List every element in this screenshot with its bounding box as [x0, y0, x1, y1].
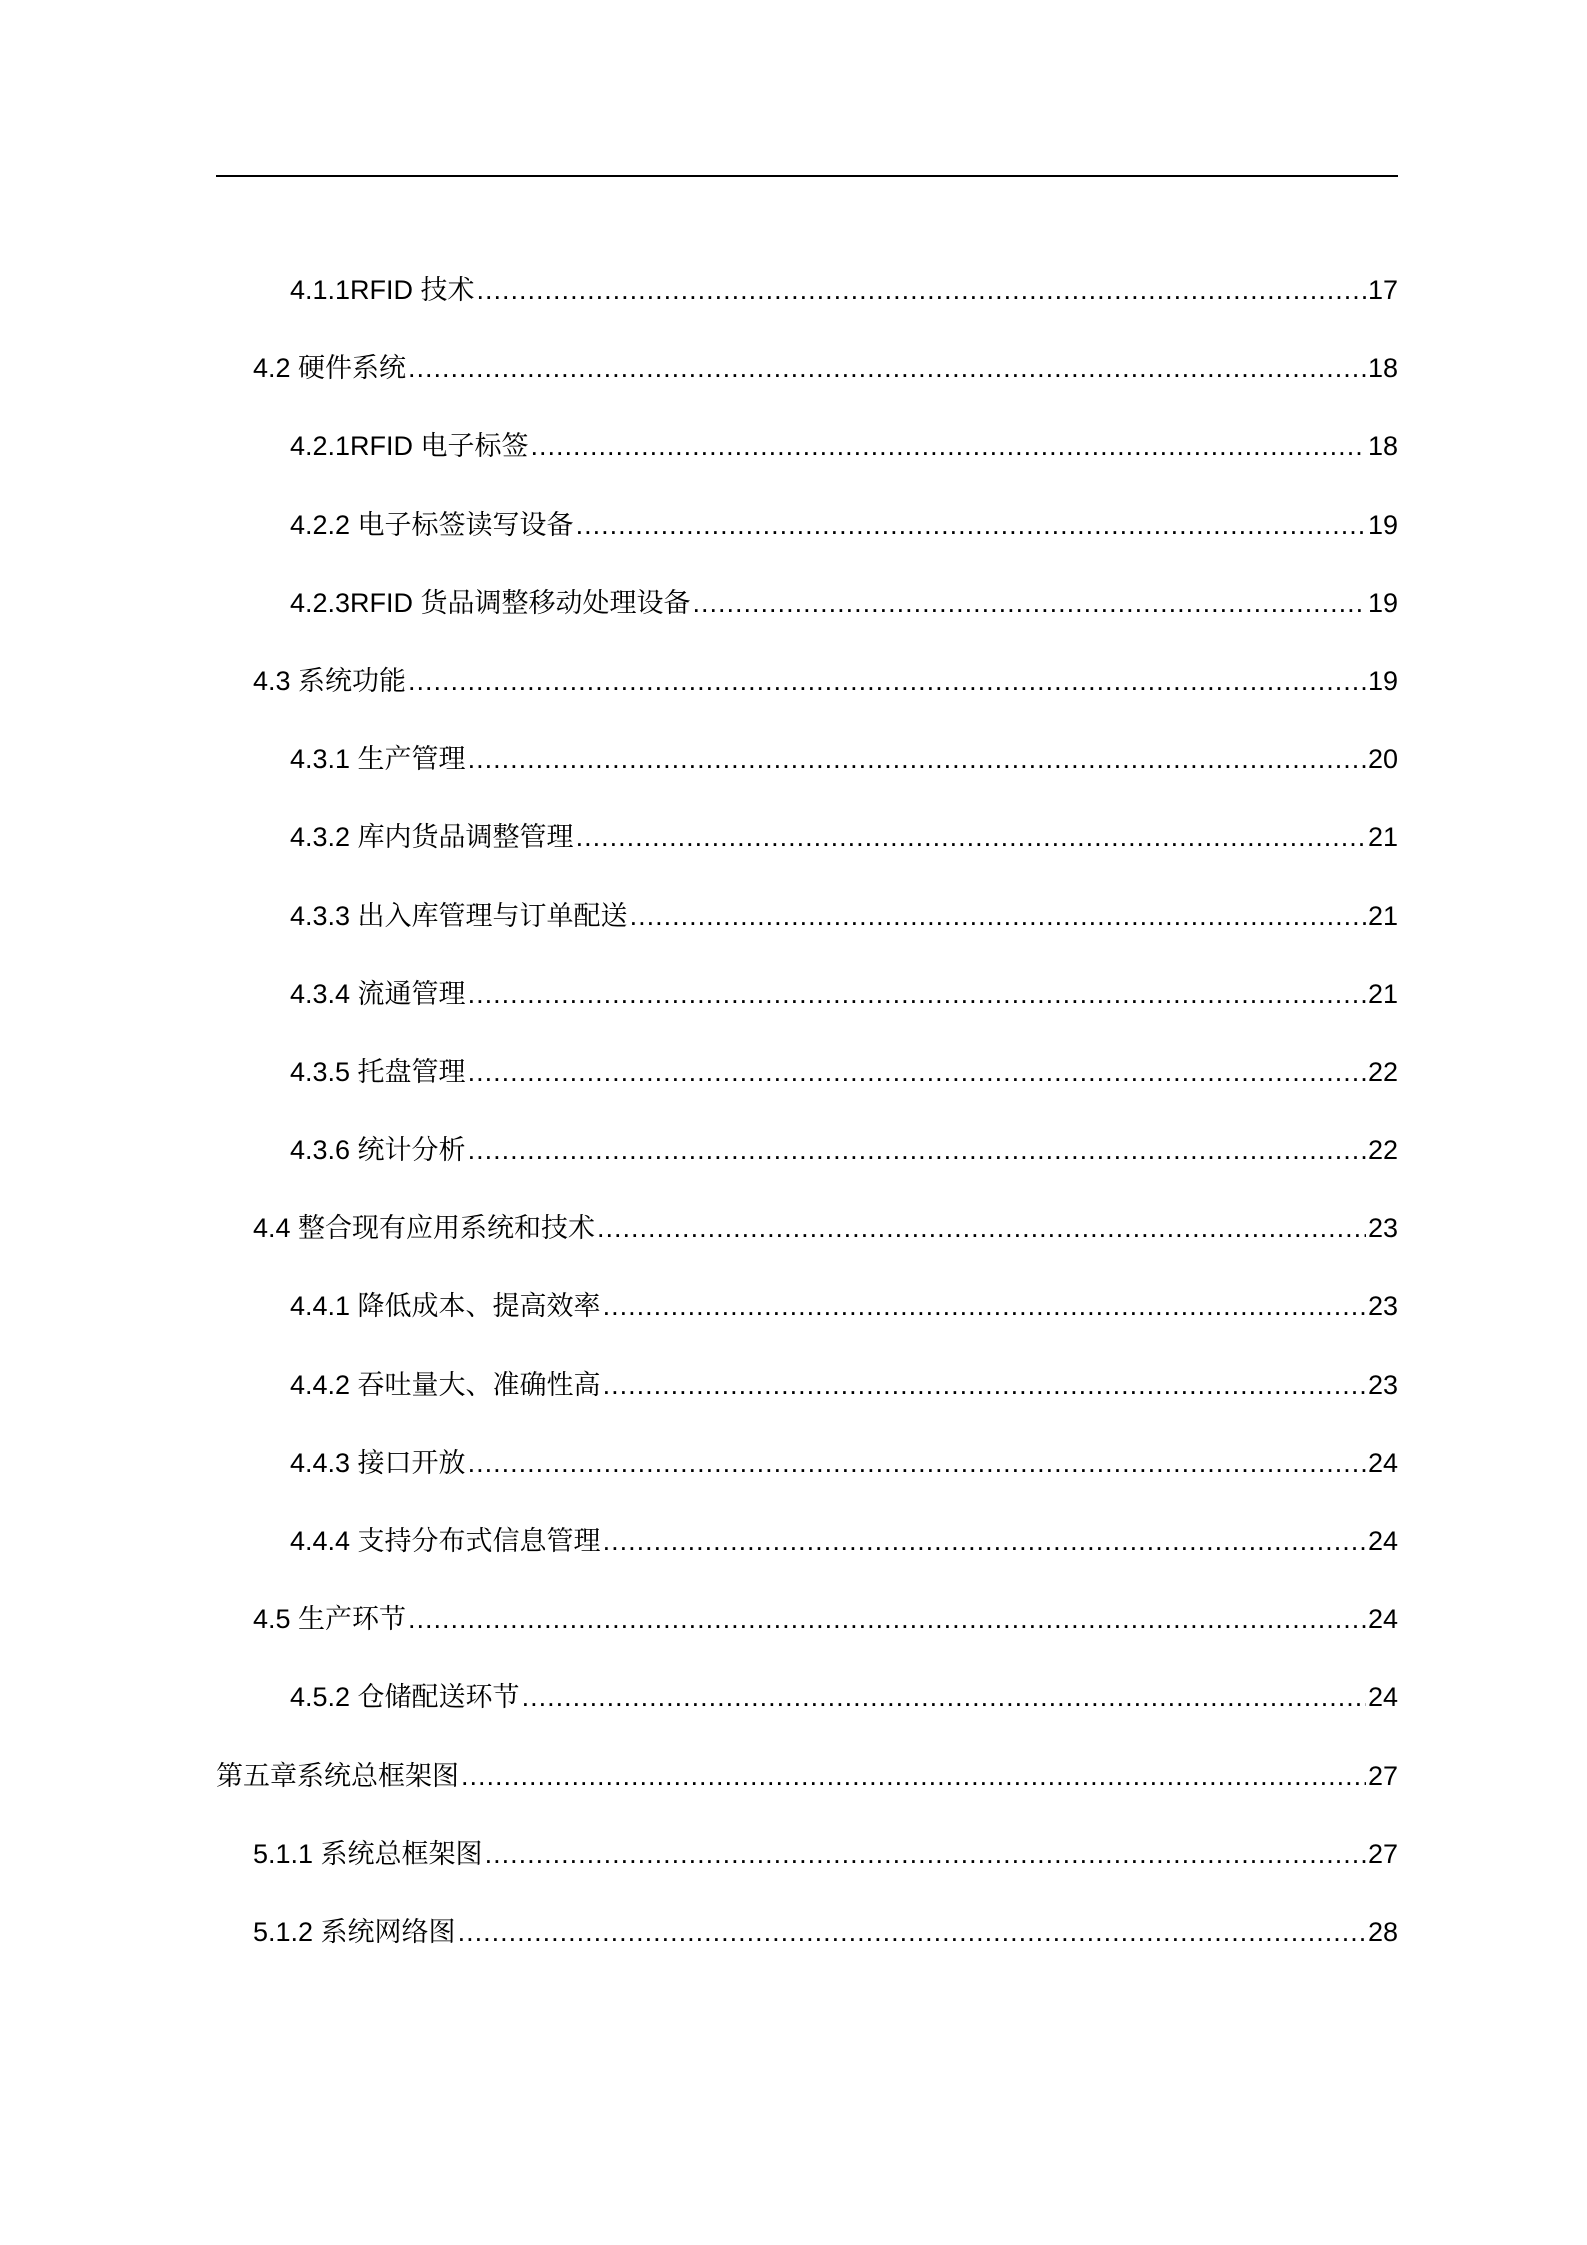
toc-entry-title: 4.3.3 出入库管理与订单配送: [290, 900, 628, 931]
toc-entry[interactable]: [216, 1206, 1398, 1284]
toc-entry-page: 23: [1367, 1369, 1398, 1400]
toc-entry-title: 4.2 硬件系统: [253, 353, 407, 384]
toc-leader-dots: [603, 1370, 1366, 1401]
toc-entry-title: 4.3.1 生产管理: [290, 744, 466, 775]
toc-entry[interactable]: [216, 1597, 1398, 1675]
toc-entry-page: 24: [1367, 1604, 1398, 1635]
toc-entry-page: 22: [1367, 1056, 1398, 1087]
toc-leader-dots: [458, 1917, 1366, 1948]
toc-entry-page: 17: [1367, 275, 1398, 305]
toc-entry[interactable]: [216, 1050, 1398, 1128]
toc-entry-page: 20: [1367, 744, 1398, 775]
toc-entry-title: 4.4.4 支持分布式信息管理: [290, 1526, 601, 1556]
toc-leader-dots: [477, 275, 1366, 306]
toc-entry-title: 4.2.1RFID 电子标签: [290, 431, 529, 462]
toc-entry-title: 4.5 生产环节: [253, 1604, 407, 1635]
header-rule: [216, 175, 1398, 177]
toc-entry-page: 18: [1367, 431, 1398, 462]
toc-entry-title: 4.4.1 降低成本、提高效率: [290, 1291, 601, 1322]
toc-entry-page: 22: [1367, 1135, 1398, 1166]
toc-entry[interactable]: [216, 1910, 1398, 1988]
toc-entry-title: 4.3.5 托盘管理: [290, 1056, 466, 1087]
toc-entry[interactable]: [216, 1675, 1398, 1753]
toc-entry-title: 5.1.1 系统总框架图: [253, 1838, 483, 1869]
toc-entry-page: 27: [1367, 1838, 1398, 1869]
toc-entry[interactable]: [216, 581, 1398, 659]
toc-leader-dots: [408, 666, 1366, 697]
toc-entry[interactable]: [216, 424, 1398, 502]
toc-entry-page: 19: [1367, 665, 1398, 696]
toc-entry-title: 5.1.2 系统网络图: [253, 1916, 456, 1947]
toc-entry-page: 23: [1367, 1213, 1398, 1244]
toc-entry[interactable]: [216, 1832, 1398, 1910]
toc-entry[interactable]: [216, 503, 1398, 581]
toc-entry-title: 4.2.3RFID 货品调整移动处理设备: [290, 587, 691, 618]
toc-entry-page: 28: [1367, 1916, 1398, 1947]
toc-entry[interactable]: [216, 659, 1398, 737]
toc-leader-dots: [693, 588, 1366, 619]
toc-entry-title: 4.3 系统功能: [253, 665, 407, 696]
toc-entry[interactable]: [216, 737, 1398, 815]
toc-leader-dots: [408, 353, 1366, 384]
toc-leader-dots: [408, 1604, 1366, 1635]
toc-leader-dots: [603, 1291, 1366, 1322]
toc-entry-page: 23: [1367, 1291, 1398, 1322]
toc-entry[interactable]: [216, 894, 1398, 972]
toc-entry-page: 24: [1367, 1526, 1398, 1556]
toc-entry-title: 4.4.3 接口开放: [290, 1447, 466, 1478]
toc-entry-title: 4.3.2 库内货品调整管理: [290, 822, 574, 853]
toc-entry-page: 18: [1367, 353, 1398, 384]
toc-entry[interactable]: [216, 1519, 1398, 1597]
toc-leader-dots: [468, 1448, 1366, 1479]
toc-leader-dots: [461, 1761, 1366, 1792]
toc-entry[interactable]: [216, 1128, 1398, 1206]
toc-entry[interactable]: [216, 972, 1398, 1050]
toc-leader-dots: [485, 1839, 1366, 1870]
toc-leader-dots: [531, 431, 1366, 462]
toc-entry[interactable]: [216, 268, 1398, 346]
toc-entry[interactable]: [216, 1284, 1398, 1362]
toc-entry-page: 19: [1367, 509, 1398, 540]
toc-entry[interactable]: [216, 1363, 1398, 1441]
toc-entry[interactable]: [216, 346, 1398, 424]
toc-entry-page: 24: [1367, 1682, 1398, 1713]
toc-entry-title: 4.4.2 吞吐量大、准确性高: [290, 1369, 601, 1400]
toc-entry-title: 4.5.2 仓储配送环节: [290, 1682, 520, 1713]
toc-entry-page: 19: [1367, 587, 1398, 618]
toc-leader-dots: [630, 901, 1366, 932]
toc-entry-title: 4.4 整合现有应用系统和技术: [253, 1213, 596, 1244]
toc-leader-dots: [468, 1057, 1366, 1088]
toc-entry[interactable]: [216, 815, 1398, 893]
toc-entry-page: 27: [1367, 1760, 1398, 1791]
toc-entry-title: 4.1.1RFID 技术: [290, 275, 475, 305]
toc-entry[interactable]: [216, 1441, 1398, 1519]
toc-leader-dots: [468, 1135, 1366, 1166]
toc-leader-dots: [576, 822, 1366, 853]
toc-entry-title: 4.2.2 电子标签读写设备: [290, 509, 574, 540]
toc-leader-dots: [468, 744, 1366, 775]
toc-leader-dots: [468, 979, 1366, 1010]
toc-leader-dots: [522, 1682, 1366, 1713]
toc-entry-page: 21: [1367, 900, 1398, 931]
toc-entry-title: 第五章系统总框架图: [216, 1760, 459, 1791]
toc-entry-page: 21: [1367, 978, 1398, 1009]
toc-entry-title: 4.3.4 流通管理: [290, 978, 466, 1009]
toc-leader-dots: [603, 1526, 1366, 1557]
toc-leader-dots: [597, 1213, 1366, 1244]
toc-leader-dots: [576, 510, 1366, 541]
table-of-contents: [216, 268, 1398, 1988]
toc-entry-title: 4.3.6 统计分析: [290, 1135, 466, 1166]
toc-entry-page: 21: [1367, 822, 1398, 853]
toc-entry-page: 24: [1367, 1447, 1398, 1478]
toc-entry[interactable]: [216, 1754, 1398, 1832]
